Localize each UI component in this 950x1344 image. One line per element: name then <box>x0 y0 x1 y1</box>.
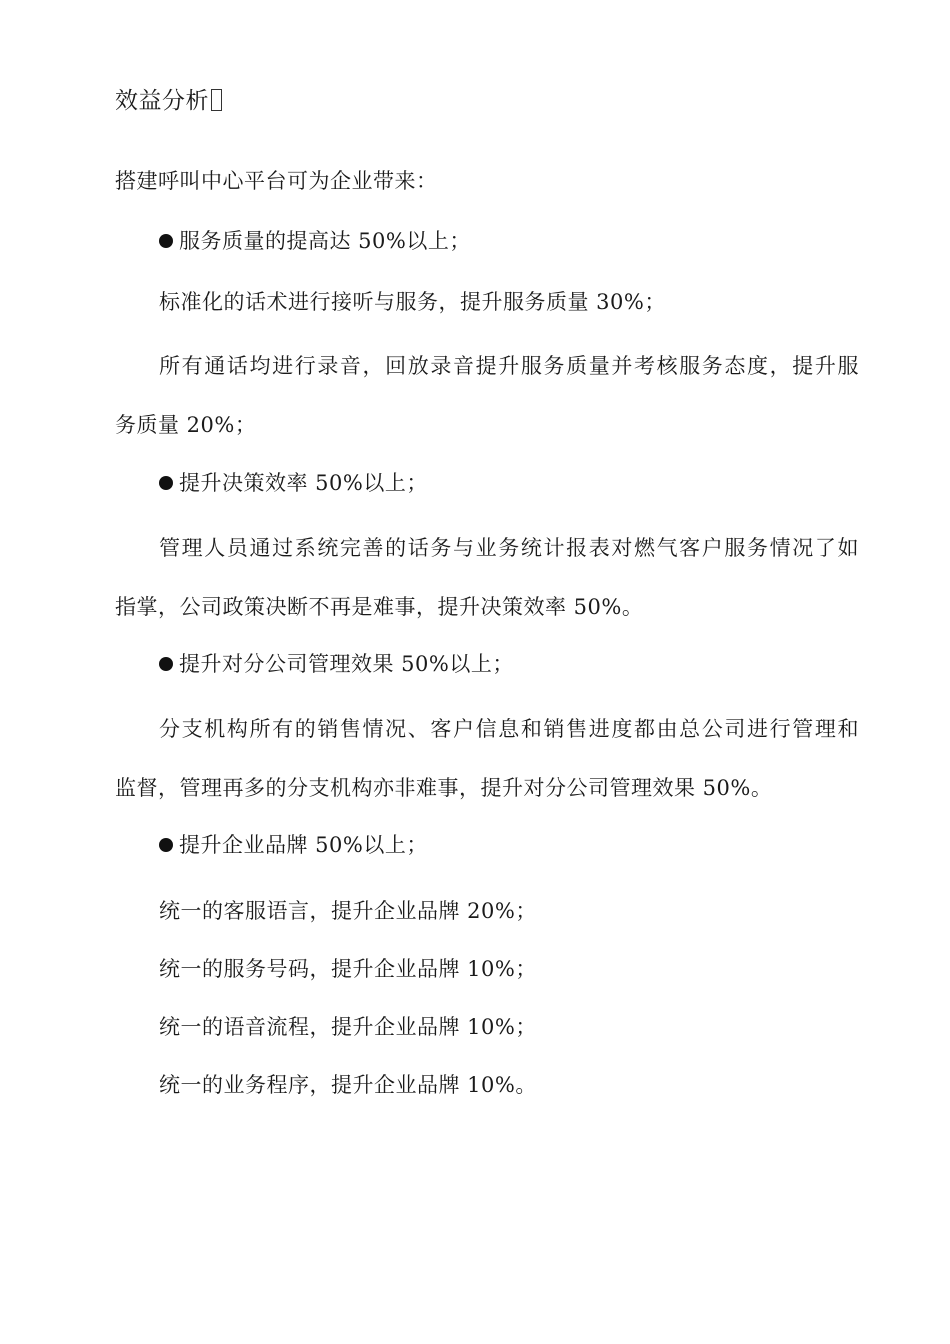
brand-detail-4: 统一的业务程序，提升企业品牌 10%。 <box>159 1073 537 1097</box>
bullet-decision-efficiency: 提升决策效率 50%以上； <box>159 468 428 498</box>
brand-detail-1: 统一的客服语言，提升企业品牌 20%； <box>159 899 537 923</box>
bullet-icon <box>159 838 173 852</box>
missing-glyph-box <box>211 89 222 111</box>
bullet-icon <box>159 234 173 248</box>
branch-management-detail-b: 监督，管理再多的分支机构亦非难事，提升对分公司管理效果 50%。 <box>115 776 773 800</box>
service-quality-detail-2b: 务质量 20%； <box>115 413 257 437</box>
brand-detail-2: 统一的服务号码，提升企业品牌 10%； <box>159 957 537 981</box>
decision-efficiency-detail-a: 管理人员通过系统完善的话务与业务统计报表对燃气客户服务情况了如 <box>159 536 859 560</box>
service-quality-detail-2a: 所有通话均进行录音，回放录音提升服务质量并考核服务态度，提升服 <box>159 354 859 378</box>
bullet-brand: 提升企业品牌 50%以上； <box>159 830 428 860</box>
bullet-icon <box>159 657 173 671</box>
branch-management-detail-a: 分支机构所有的销售情况、客户信息和销售进度都由总公司进行管理和 <box>159 717 859 741</box>
intro-text: 搭建呼叫中心平台可为企业带来： <box>115 169 438 193</box>
bullet-icon <box>159 476 173 490</box>
bullet-branch-management: 提升对分公司管理效果 50%以上； <box>159 649 514 679</box>
service-quality-detail-1: 标准化的话术进行接听与服务，提升服务质量 30%； <box>159 290 666 314</box>
bullet-service-quality: 服务质量的提高达 50%以上； <box>159 226 471 256</box>
brand-detail-3: 统一的语音流程，提升企业品牌 10%； <box>159 1015 537 1039</box>
decision-efficiency-detail-b: 指掌，公司政策决断不再是难事，提升决策效率 50%。 <box>115 595 644 619</box>
section-title: 效益分析 <box>115 86 222 116</box>
